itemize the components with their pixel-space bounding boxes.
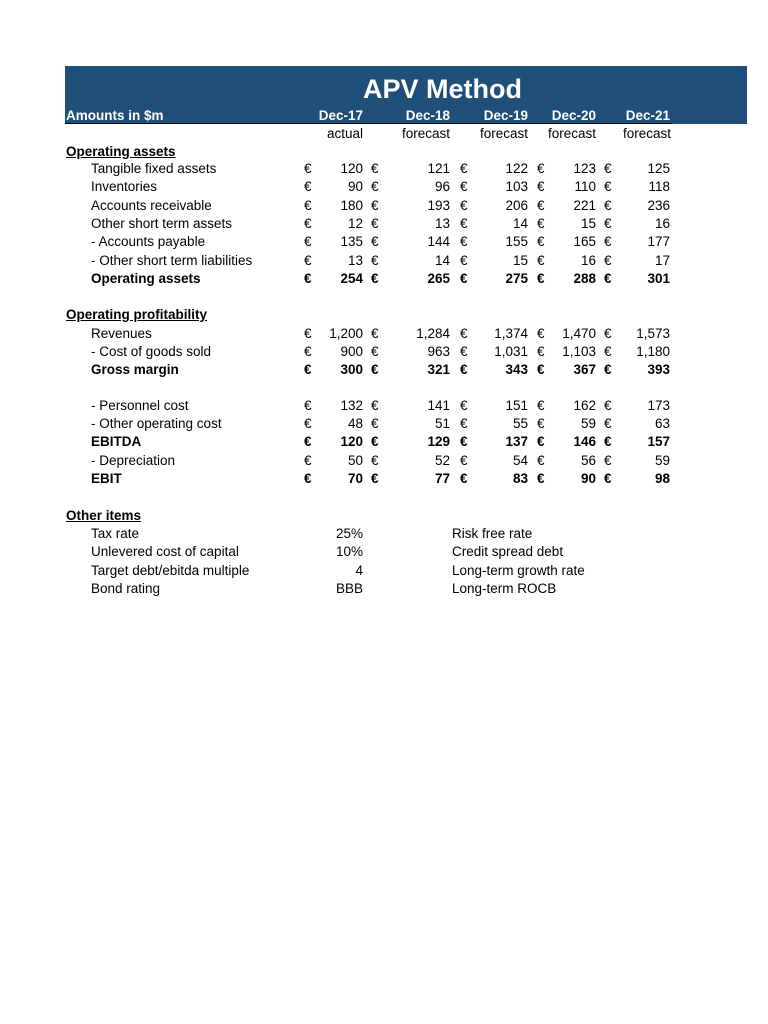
currency-symbol: € [304, 198, 312, 213]
currency-symbol: € [460, 398, 468, 413]
cell-value: 151 [505, 398, 528, 413]
row-label: Other short term assets [91, 216, 233, 231]
other-item-label: Credit spread debt [452, 544, 564, 559]
period-header: Dec-20 [551, 108, 596, 123]
cell-value: 265 [427, 271, 450, 286]
currency-symbol: € [371, 416, 379, 431]
table-row [0, 215, 768, 233]
cell-value: 96 [434, 179, 450, 194]
cell-value: 343 [505, 362, 528, 377]
cell-value: 173 [647, 398, 670, 413]
currency-symbol: € [537, 416, 545, 431]
other-item-value: 4 [355, 563, 363, 578]
cell-value: 14 [434, 253, 450, 268]
other-item-value: 25% [335, 526, 363, 541]
cell-value: 193 [427, 198, 450, 213]
cell-value: 121 [427, 161, 450, 176]
table-row [0, 233, 768, 251]
other-item-value: BBB [335, 581, 363, 596]
table-row [0, 415, 768, 433]
table-row [0, 197, 768, 215]
amounts-label: Amounts in $m [66, 108, 164, 123]
currency-symbol: € [371, 179, 379, 194]
table-row [0, 433, 768, 451]
page-title: APV Method [363, 74, 522, 104]
cell-value: 180 [340, 198, 363, 213]
cell-value: 301 [647, 271, 670, 286]
currency-symbol: € [371, 434, 379, 449]
table-row [0, 270, 768, 288]
currency-symbol: € [304, 453, 312, 468]
cell-value: 63 [654, 416, 670, 431]
currency-symbol: € [371, 398, 379, 413]
currency-symbol: € [604, 161, 612, 176]
table-row [0, 361, 768, 379]
currency-symbol: € [604, 344, 612, 359]
cell-value: 300 [340, 362, 363, 377]
currency-symbol: € [371, 471, 379, 486]
currency-symbol: € [537, 326, 545, 341]
other-item-label: Long-term growth rate [452, 563, 585, 578]
currency-symbol: € [460, 179, 468, 194]
table-row [0, 452, 768, 470]
currency-symbol: € [604, 253, 612, 268]
currency-symbol: € [537, 161, 545, 176]
cell-value: 236 [647, 198, 670, 213]
cell-value: 70 [347, 471, 363, 486]
currency-symbol: € [371, 161, 379, 176]
row-label: - Cost of goods sold [91, 344, 212, 359]
period-type: forecast [547, 126, 596, 141]
cell-value: 177 [647, 234, 670, 249]
row-label: EBITDA [91, 434, 142, 449]
cell-value: 1,200 [329, 326, 363, 341]
cell-value: 59 [654, 453, 670, 468]
other-item-label: Bond rating [91, 581, 161, 596]
cell-value: 59 [580, 416, 596, 431]
cell-value: 1,470 [562, 326, 596, 341]
cell-value: 129 [427, 434, 450, 449]
header-divider [65, 123, 672, 124]
cell-value: 98 [654, 471, 670, 486]
row-label: - Depreciation [91, 453, 176, 468]
other-item-value: 10% [335, 544, 363, 559]
cell-value: 155 [505, 234, 528, 249]
currency-symbol: € [371, 326, 379, 341]
cell-value: 206 [505, 198, 528, 213]
currency-symbol: € [460, 416, 468, 431]
cell-value: 1,180 [636, 344, 670, 359]
cell-value: 13 [347, 253, 363, 268]
cell-value: 141 [427, 398, 450, 413]
cell-value: 13 [434, 216, 450, 231]
other-item-label: Target debt/ebitda multiple [91, 563, 250, 578]
cell-value: 15 [512, 253, 528, 268]
section-heading: Operating profitability [66, 307, 208, 322]
currency-symbol: € [304, 471, 312, 486]
row-label: - Other operating cost [91, 416, 222, 431]
cell-value: 50 [347, 453, 363, 468]
other-item-label: Long-term ROCB [452, 581, 557, 596]
currency-symbol: € [460, 344, 468, 359]
other-item-label: Tax rate [91, 526, 140, 541]
currency-symbol: € [537, 434, 545, 449]
currency-symbol: € [604, 453, 612, 468]
cell-value: 14 [512, 216, 528, 231]
currency-symbol: € [537, 253, 545, 268]
cell-value: 132 [340, 398, 363, 413]
currency-symbol: € [460, 271, 468, 286]
cell-value: 1,103 [562, 344, 596, 359]
cell-value: 144 [427, 234, 450, 249]
currency-symbol: € [604, 398, 612, 413]
cell-value: 125 [647, 161, 670, 176]
period-header: Dec-17 [318, 108, 363, 123]
currency-symbol: € [537, 453, 545, 468]
table-row [0, 178, 768, 196]
currency-symbol: € [371, 344, 379, 359]
currency-symbol: € [537, 179, 545, 194]
cell-value: 1,573 [636, 326, 670, 341]
currency-symbol: € [460, 216, 468, 231]
cell-value: 135 [340, 234, 363, 249]
row-label: - Accounts payable [91, 234, 206, 249]
currency-symbol: € [304, 326, 312, 341]
currency-symbol: € [604, 416, 612, 431]
cell-value: 321 [427, 362, 450, 377]
currency-symbol: € [604, 179, 612, 194]
currency-symbol: € [304, 362, 312, 377]
period-type: actual [326, 126, 363, 141]
currency-symbol: € [537, 234, 545, 249]
currency-symbol: € [371, 271, 379, 286]
currency-symbol: € [604, 434, 612, 449]
period-header: Dec-18 [405, 108, 450, 123]
cell-value: 15 [580, 216, 596, 231]
section-heading-other-items: Other items [66, 508, 142, 523]
table-row [0, 343, 768, 361]
cell-value: 83 [512, 471, 528, 486]
currency-symbol: € [304, 179, 312, 194]
cell-value: 137 [505, 434, 528, 449]
cell-value: 120 [340, 161, 363, 176]
currency-symbol: € [304, 434, 312, 449]
row-label: Tangible fixed assets [91, 161, 217, 176]
other-item-label: Unlevered cost of capital [91, 544, 239, 559]
table-row [0, 160, 768, 178]
currency-symbol: € [460, 161, 468, 176]
currency-symbol: € [304, 416, 312, 431]
currency-symbol: € [371, 453, 379, 468]
cell-value: 12 [347, 216, 363, 231]
currency-symbol: € [304, 253, 312, 268]
currency-symbol: € [460, 253, 468, 268]
cell-value: 1,031 [494, 344, 528, 359]
cell-value: 122 [505, 161, 528, 176]
row-label: Inventories [91, 179, 158, 194]
table-row [0, 470, 768, 488]
currency-symbol: € [537, 271, 545, 286]
cell-value: 17 [654, 253, 670, 268]
cell-value: 48 [347, 416, 363, 431]
currency-symbol: € [304, 344, 312, 359]
currency-symbol: € [304, 216, 312, 231]
cell-value: 963 [427, 344, 450, 359]
currency-symbol: € [304, 398, 312, 413]
table-row [0, 397, 768, 415]
currency-symbol: € [537, 471, 545, 486]
currency-symbol: € [537, 362, 545, 377]
currency-symbol: € [604, 362, 612, 377]
table-row [0, 252, 768, 270]
currency-symbol: € [460, 362, 468, 377]
row-label: - Other short term liabilities [91, 253, 253, 268]
currency-symbol: € [460, 434, 468, 449]
currency-symbol: € [371, 216, 379, 231]
currency-symbol: € [604, 198, 612, 213]
cell-value: 1,374 [494, 326, 528, 341]
currency-symbol: € [460, 234, 468, 249]
other-item-label: Risk free rate [452, 526, 533, 541]
cell-value: 1,284 [416, 326, 450, 341]
cell-value: 77 [434, 471, 450, 486]
cell-value: 90 [580, 471, 596, 486]
cell-value: 288 [573, 271, 596, 286]
currency-symbol: € [460, 326, 468, 341]
currency-symbol: € [537, 398, 545, 413]
cell-value: 90 [347, 179, 363, 194]
cell-value: 393 [647, 362, 670, 377]
period-header: Dec-19 [483, 108, 528, 123]
cell-value: 103 [505, 179, 528, 194]
cell-value: 157 [647, 434, 670, 449]
cell-value: 51 [434, 416, 450, 431]
row-label: EBIT [91, 471, 122, 486]
currency-symbol: € [460, 198, 468, 213]
period-type: forecast [401, 126, 450, 141]
cell-value: 120 [340, 434, 363, 449]
period-type: forecast [622, 126, 671, 141]
currency-symbol: € [604, 216, 612, 231]
row-label: - Personnel cost [91, 398, 189, 413]
cell-value: 146 [573, 434, 596, 449]
cell-value: 55 [512, 416, 528, 431]
cell-value: 118 [648, 179, 670, 194]
row-label: Revenues [91, 326, 152, 341]
currency-symbol: € [304, 161, 312, 176]
currency-symbol: € [537, 344, 545, 359]
cell-value: 367 [573, 362, 596, 377]
row-label: Gross margin [91, 362, 179, 377]
currency-symbol: € [604, 271, 612, 286]
table-row [0, 325, 768, 343]
cell-value: 900 [340, 344, 363, 359]
cell-value: 52 [434, 453, 450, 468]
cell-value: 56 [580, 453, 596, 468]
cell-value: 162 [573, 398, 596, 413]
cell-value: 254 [340, 271, 363, 286]
cell-value: 165 [573, 234, 596, 249]
period-type: forecast [479, 126, 528, 141]
currency-symbol: € [304, 234, 312, 249]
period-header: Dec-21 [625, 108, 670, 123]
currency-symbol: € [304, 271, 312, 286]
currency-symbol: € [460, 453, 468, 468]
currency-symbol: € [537, 198, 545, 213]
section-heading: Operating assets [66, 144, 176, 159]
currency-symbol: € [604, 234, 612, 249]
cell-value: 16 [654, 216, 670, 231]
currency-symbol: € [537, 216, 545, 231]
currency-symbol: € [371, 253, 379, 268]
row-label: Accounts receivable [91, 198, 212, 213]
currency-symbol: € [371, 198, 379, 213]
currency-symbol: € [604, 471, 612, 486]
currency-symbol: € [371, 234, 379, 249]
row-label: Operating assets [91, 271, 201, 286]
cell-value: 275 [505, 271, 528, 286]
cell-value: 221 [573, 198, 596, 213]
currency-symbol: € [604, 326, 612, 341]
currency-symbol: € [371, 362, 379, 377]
currency-symbol: € [460, 471, 468, 486]
cell-value: 110 [574, 179, 596, 194]
cell-value: 54 [512, 453, 528, 468]
cell-value: 16 [580, 253, 596, 268]
cell-value: 123 [573, 161, 596, 176]
